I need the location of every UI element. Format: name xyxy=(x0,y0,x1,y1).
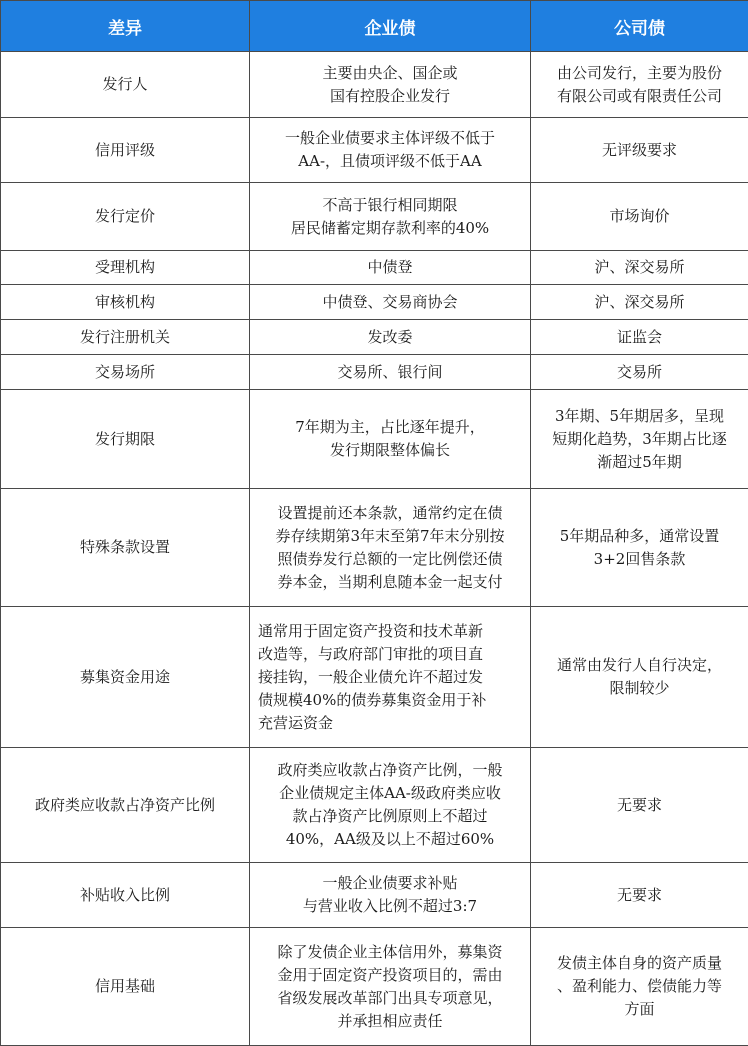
enterprise-cell: 一般企业债要求主体评级不低于 AA-，且债项评级不低于AA xyxy=(250,118,531,183)
company-cell: 3年期、5年期居多，呈现 短期化趋势，3年期占比逐 渐超过5年期 xyxy=(531,390,748,489)
header-difference: 差异 xyxy=(1,1,250,52)
row-label: 发行人 xyxy=(1,52,250,118)
table-row xyxy=(1,607,748,748)
company-cell: 无要求 xyxy=(531,748,748,863)
row-label: 受理机构 xyxy=(1,251,250,285)
table-row xyxy=(1,118,748,183)
company-cell: 沪、深交易所 xyxy=(531,251,748,285)
enterprise-cell: 交易所、银行间 xyxy=(250,355,531,390)
header-row xyxy=(1,1,748,52)
row-label: 补贴收入比例 xyxy=(1,863,250,928)
header-corporate-bond: 公司债 xyxy=(531,1,748,52)
enterprise-cell: 一般企业债要求补贴 与营业收入比例不超过3:7 xyxy=(250,863,531,928)
enterprise-cell: 设置提前还本条款，通常约定在债 券存续期第3年末至第7年末分别按 照债券发行总额的一定比例偿还债 券本金，当期利息随本金一起支付 xyxy=(250,489,531,607)
table-row xyxy=(1,355,748,390)
row-label: 发行定价 xyxy=(1,183,250,251)
table-row xyxy=(1,863,748,928)
company-cell: 证监会 xyxy=(531,320,748,355)
row-label: 审核机构 xyxy=(1,285,250,320)
table-row xyxy=(1,489,748,607)
table-row xyxy=(1,251,748,285)
company-cell: 交易所 xyxy=(531,355,748,390)
company-cell: 通常由发行人自行决定， 限制较少 xyxy=(531,607,748,748)
enterprise-cell: 主要由央企、国企或 国有控股企业发行 xyxy=(250,52,531,118)
enterprise-cell: 中债登、交易商协会 xyxy=(250,285,531,320)
row-label: 特殊条款设置 xyxy=(1,489,250,607)
row-label: 信用基础 xyxy=(1,928,250,1046)
row-label: 募集资金用途 xyxy=(1,607,250,748)
row-label: 交易场所 xyxy=(1,355,250,390)
table-row xyxy=(1,320,748,355)
company-cell: 由公司发行，主要为股份 有限公司或有限责任公司 xyxy=(531,52,748,118)
company-cell: 沪、深交易所 xyxy=(531,285,748,320)
company-cell: 市场询价 xyxy=(531,183,748,251)
enterprise-cell: 通常用于固定资产投资和技术革新 改造等，与政府部门审批的项目直 接挂钩，一般企业债允许不超过发 债规模40%的债券募集资金用于补 充营运资金 xyxy=(250,607,531,748)
enterprise-cell: 除了发债企业主体信用外，募集资 金用于固定资产投资项目的，需由 省级发展改革部门出具专项意见， 并承担相应责任 xyxy=(250,928,531,1046)
company-cell: 无要求 xyxy=(531,863,748,928)
company-cell: 发债主体自身的资产质量 、盈利能力、偿债能力等 方面 xyxy=(531,928,748,1046)
company-cell: 无评级要求 xyxy=(531,118,748,183)
table-row xyxy=(1,285,748,320)
table-row xyxy=(1,390,748,489)
enterprise-cell: 中债登 xyxy=(250,251,531,285)
enterprise-cell: 政府类应收款占净资产比例，一般 企业债规定主体AA-级政府类应收 款占净资产比例原则上不超过 40%，AA级及以上不超过60% xyxy=(250,748,531,863)
row-label: 发行注册机关 xyxy=(1,320,250,355)
enterprise-cell: 7年期为主，占比逐年提升， 发行期限整体偏长 xyxy=(250,390,531,489)
row-label: 信用评级 xyxy=(1,118,250,183)
header-enterprise-bond: 企业债 xyxy=(250,1,531,52)
company-cell: 5年期品种多，通常设置 3+2回售条款 xyxy=(531,489,748,607)
row-label: 政府类应收款占净资产比例 xyxy=(1,748,250,863)
table-row xyxy=(1,928,748,1046)
table-row xyxy=(1,183,748,251)
table-row xyxy=(1,52,748,118)
enterprise-cell: 发改委 xyxy=(250,320,531,355)
enterprise-cell: 不高于银行相同期限 居民储蓄定期存款利率的40% xyxy=(250,183,531,251)
row-label: 发行期限 xyxy=(1,390,250,489)
table-row xyxy=(1,748,748,863)
